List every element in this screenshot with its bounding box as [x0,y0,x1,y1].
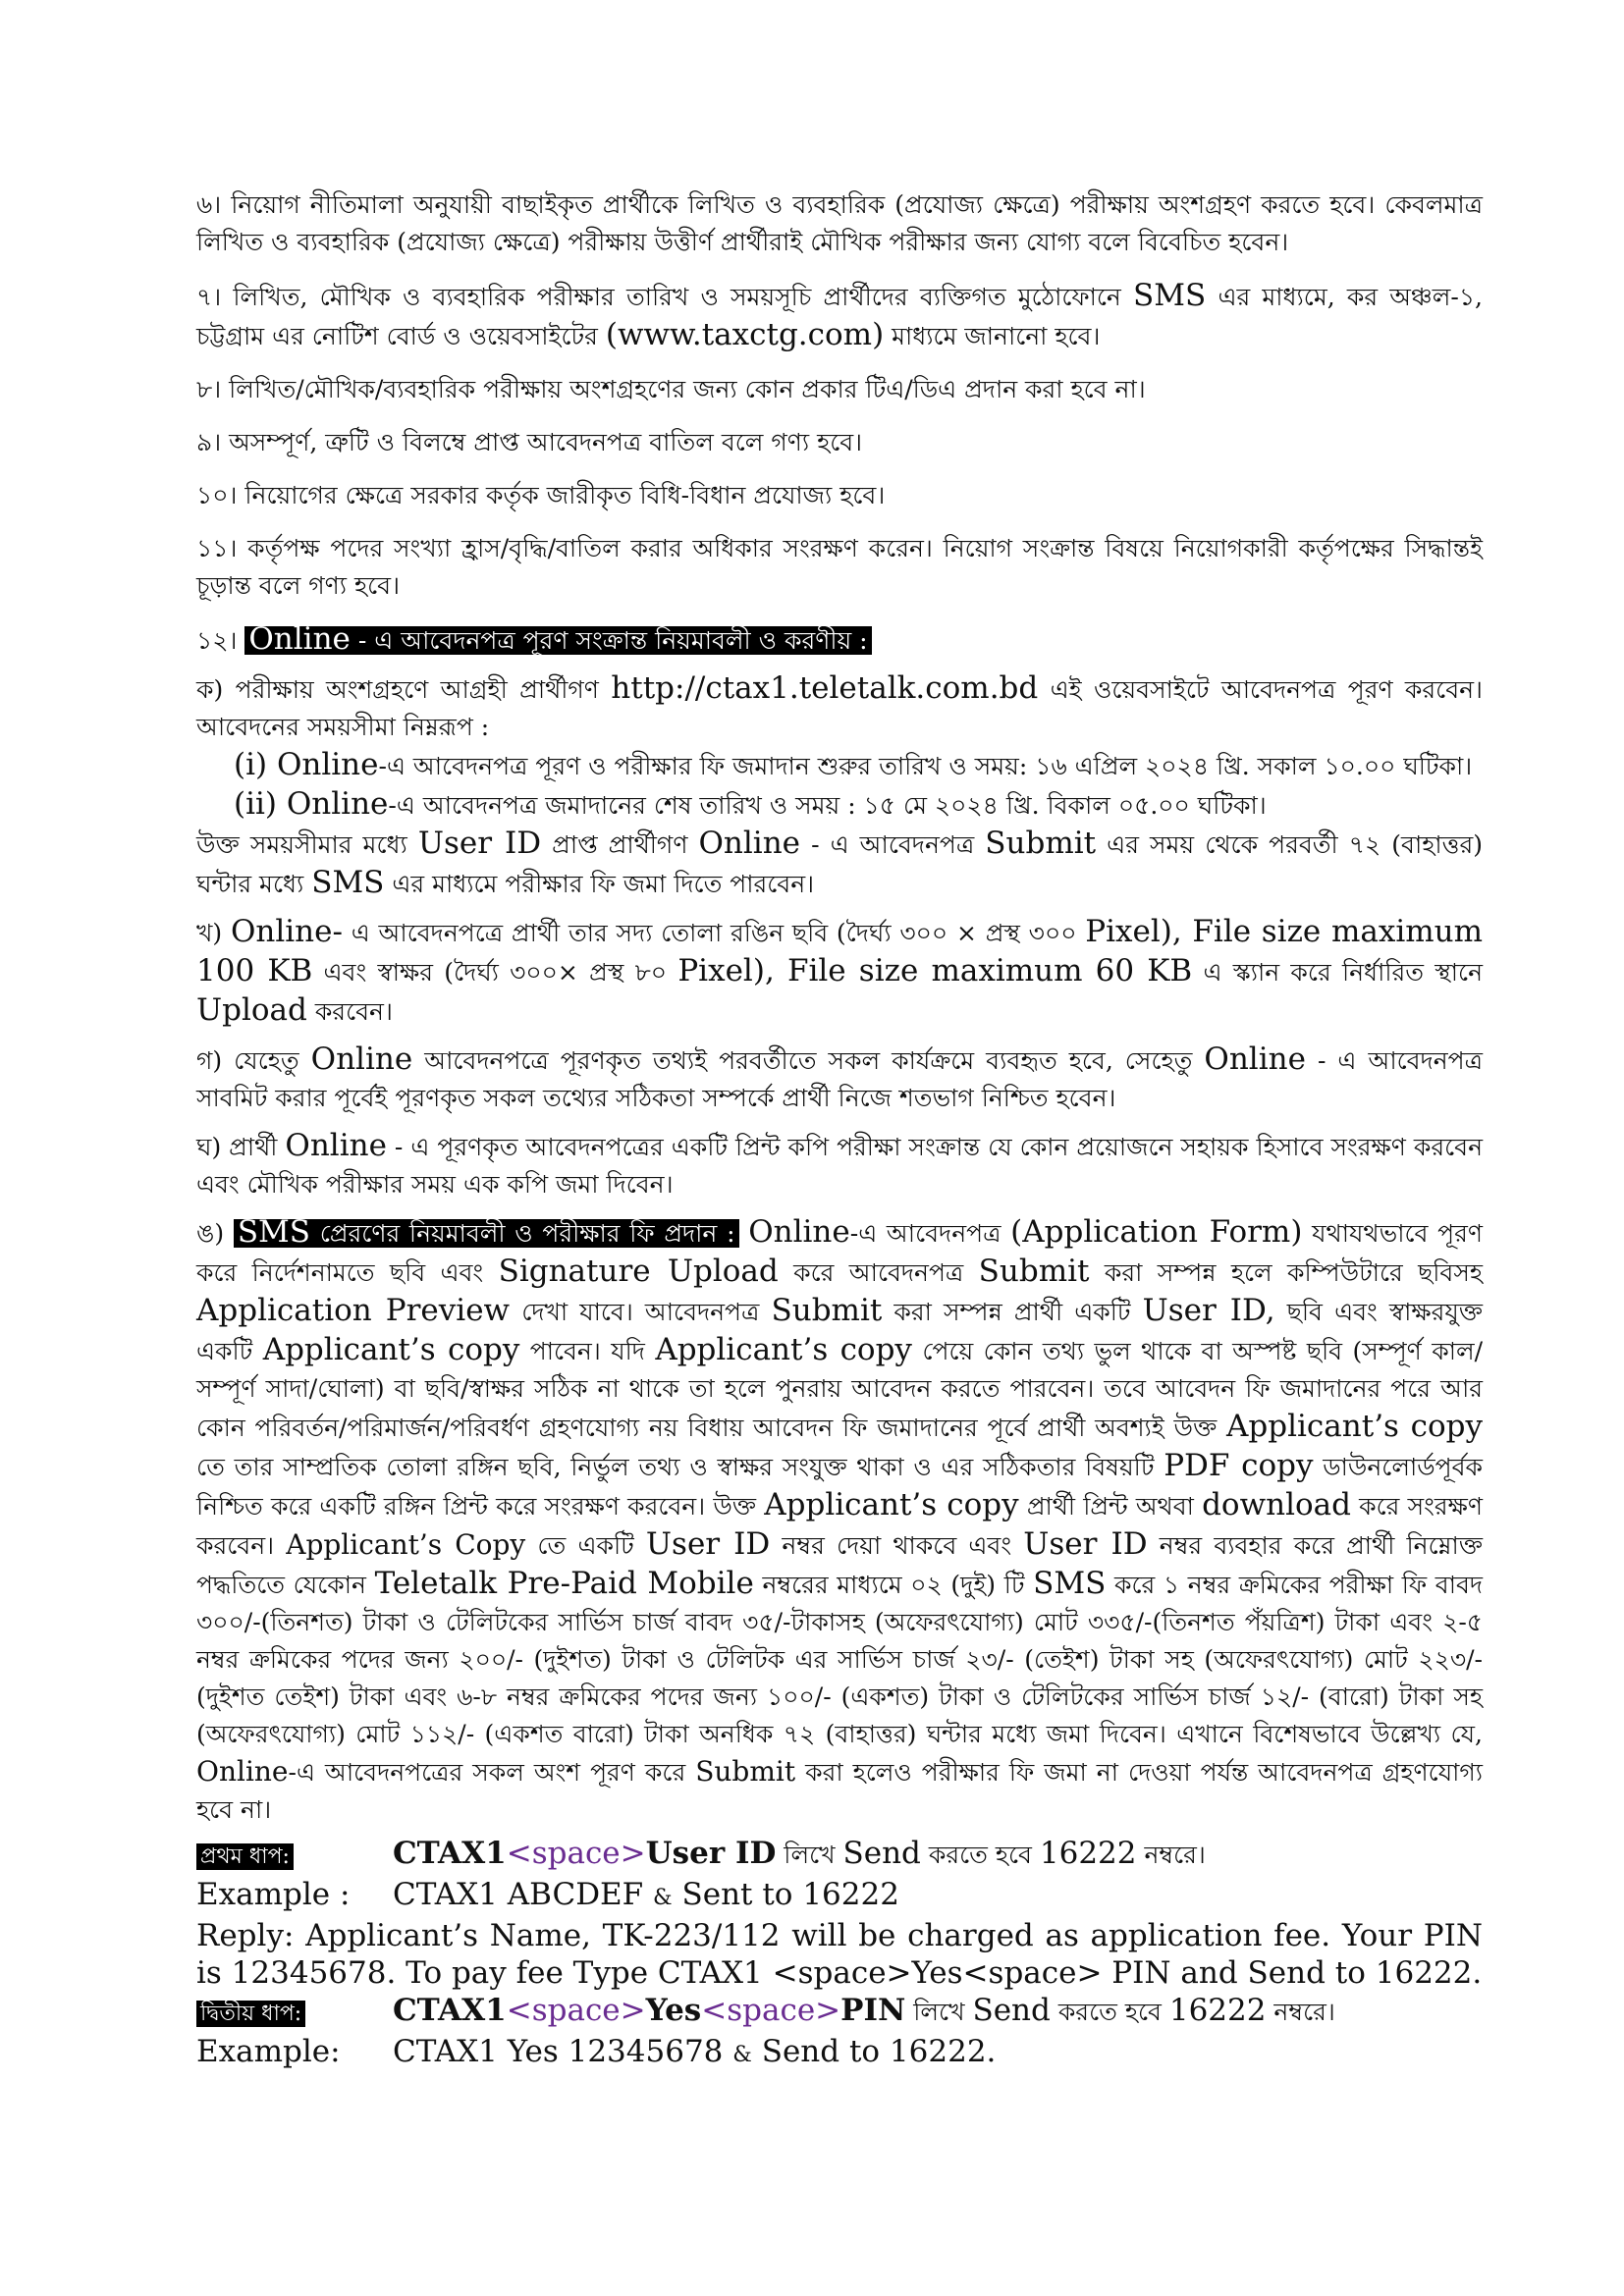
example-2-text [393,2033,996,2074]
userid-term: User ID [417,826,542,861]
online-term: Online [196,1755,289,1788]
step-text: লিখে [905,1998,973,2026]
example-command: Send to 16222. [751,2034,997,2069]
section-number: ১২। [196,626,245,655]
body-text: করে আবেদনপত্র [778,1258,979,1287]
body-text: দেখা যাবে। আবেদনপত্র [510,1298,772,1326]
example-1-text [393,1876,899,1917]
online-term: Online- [230,914,343,949]
section-number: ঙ) [196,1219,234,1248]
step-1 [196,1835,1483,1876]
send-term: Send [972,1993,1051,2028]
body-text: যথাযথভাবে পূরণ করে নির্দেশনামতে ছবি এবং [196,1219,1483,1287]
download-term: download [1202,1487,1351,1522]
section-kha-text: করবেন। [306,997,393,1026]
section-gha-text: - এ পূরণকৃত আবেদনপত্রের একটি প্রিন্ট কপি পরীক্ষা সংক্রান্ত যে কোন প্রয়োজনে সহায়ক হিসাবে সংরক্ষণ করবেন এবং মৌখিক পরীক্ষার সময় এক কপি জমা দিবেন। [196,1133,1483,1199]
note-text: - এ আবেদনপত্র [800,830,986,859]
body-text: ডাউনলোর্ডপূর্বক নিশ্চিত করে একটি রঙ্গিন প্রিন্ট করে সংরক্ষণ করবেন। উক্ত [196,1453,1483,1521]
step-text: করতে হবে [1050,1998,1169,2026]
applicants-copy-term: Applicant’s Copy [286,1528,526,1561]
submit-term: Submit [978,1254,1090,1289]
section-ka-text: এই ওয়েবসাইটে আবেদনপত্র পূরণ করবেন। আবেদনের সময়সীমা নিম্নরূপ : [196,675,1483,741]
command-keyword: CTAX1 [393,1836,507,1871]
space-placeholder: <space> [506,1836,646,1871]
send-term: Send [842,1836,921,1871]
section-ga [196,1041,1483,1117]
section-ga-text: - এ আবেদনপত্র সাবমিট করার পূর্বেই পূরণকৃত সকল তথ্যের সঠিকতা সম্পর্কে প্রার্থী নিজে শতভাগ নিশ্চিত হবেন। [196,1046,1483,1112]
example-command: CTAX1 ABCDEF [393,1877,654,1912]
example-2-label: Example: [196,2034,341,2069]
item-text: -এ আবেদনপত্র পূরণ ও পরীক্ষার ফি জমাদান শুরুর তারিখ ও সময়: ১৬ এপ্রিল ২০২৪ খ্রি. সকাল ১০.০০ ঘটিকা। [378,752,1473,780]
paragraph-7-text: এর মাধ্যমে, কর অঞ্চল-১, চট্টগ্রাম এর নোটিশ বোর্ড ও ওয়েবসাইটের [196,283,1484,350]
userid-term: User ID, [1142,1293,1275,1328]
body-text: তে তার সাম্প্রতিক তোলা রঙ্গিন ছবি, নির্ভুল তথ্য ও স্বাক্ষর সংযুক্ত থাকা ও এর সঠিকতার বিষয়টি [196,1453,1164,1481]
paragraph-12-heading [196,620,1483,660]
body-text: পেয়ে কোন তথ্য ভুল থাকে বা অস্পষ্ট ছবি (সম্পূর্ণ কাল/সম্পূর্ণ সাদা/ঘোলা) বা ছবি/স্বাক্ষর সঠিক না থাকে তা হলে পুনরায় আবেদন করতে পারবেন। তবে আবেদন ফি জমাদানের পরে আর কোন পরিবর্তন/পরিমার্জন/পরিবর্ধণ গ্রহণযোগ্য নয় বিধায় আবেদন ফি জমাদানের পূর্বে প্রার্থী অবশ্যই উক্ত [196,1337,1484,1442]
item-text: -এ আবেদনপত্র জমাদানের শেষ তারিখ ও সময় : ১৫ মে ২০২৪ খ্রি. বিকাল ০৫.০০ ঘটিকা। [388,791,1267,820]
deadline-item-end [196,785,1483,825]
pdf-copy-term: PDF copy [1164,1448,1314,1483]
space-placeholder: <space> [506,1993,646,2028]
sms-number: 16222 [1039,1836,1137,1871]
body-text: -এ আবেদনপত্র [849,1219,1011,1248]
online-term: Online [1204,1041,1306,1077]
userid-term: User ID [1023,1526,1148,1562]
body-text: ছবি এবং স্বাক্ষরযুক্ত একটি [196,1298,1484,1365]
paragraph-11: ১১। কর্তৃপক্ষ পদের সংখ্যা হ্রাস/বৃদ্ধি/বাতিল করার অধিকার সংরক্ষণ করেন। নিয়োগ সংক্রান্ত বিষয়ে নিয়োগকারী কর্তৃপক্ষের সিদ্ধান্তই চূড়ান্ত বলে গণ্য হবে। [196,534,1483,600]
example-command: CTAX1 Yes 12345678 [393,2034,733,2069]
paragraph-6: ৬। নিয়োগ নীতিমালা অনুযায়ী বাছাইকৃত প্রার্থীকে লিখিত ও ব্যবহারিক (প্রযোজ্য ক্ষেত্রে) পরীক্ষায় অংশগ্রহণ করতে হবে। কেবলমাত্র লিখিত ও ব্যবহারিক (প্রযোজ্য ক্ষেত্রে) পরীক্ষায় উত্তীর্ণ প্রার্থীরাই মৌখিক পরীক্ষার জন্য যোগ্য বলে বিবেচিত হবেন। [196,190,1483,256]
online-term: Online [310,1041,413,1077]
signature-size-spec: Pixel), File size maximum 60 KB [677,953,1193,988]
example-1 [196,1876,1483,1917]
section-ka [196,669,1483,746]
section-kha-text: এ স্ক্যান করে নির্ধারিত স্থানে [1192,958,1483,987]
item-number: (i) [234,747,277,782]
reply-message: Reply: Applicant’s Name, TK-223/112 will be charged as application fee. Your PIN is 12345678. To pay fee Type CTAX1 <space>Yes<space> PIN and Send to 16222. [196,1918,1483,1991]
yes-keyword: Yes [645,1993,702,2028]
online-term: Online [286,786,389,822]
applicants-copy-term: Applicant’s copy [655,1332,912,1367]
example-command: Sent to 16222 [672,1877,899,1912]
body-text: করা সম্পন্ন প্রার্থী একটি [882,1298,1143,1326]
section-ga-text: আবেদনপত্রে পূরণকৃত তথ্যই পরবর্তীতে সকল কার্যক্রমে ব্যবহৃত হবে, সেহেতু [412,1046,1205,1075]
body-text: করে ১ নম্বর ক্রমিকের পরীক্ষা ফি বাবদ ৩০০/-(তিনশত) টাকা ও টেলিটকের সার্ভিস চার্জ বাবদ ৩৫/-টাকাসহ (অফেরৎযোগ্য) মোট ৩৩৫/-(তিনশত পঁয়ত্রিশ) টাকা এবং ২-৫ নম্বর ক্রমিকের পদের জন্য ২০০/- (দুইশত) টাকা ও টেলিটক এর সার্ভিস চার্জ ২৩/- (তেইশ) টাকা সহ (অফেরৎযোগ্য) মোট ২২৩/- (দুইশত তেইশ) টাকা এবং ৬-৮ নম্বর ক্রমিকের পদের জন্য ১০০/- (একশত) টাকা ও টেলিটকের সার্ভিস চার্জ ১২/- (বারো) টাকা সহ (অফেরৎযোগ্য) মোট ১১২/- (একশত বারো) টাকা অনধিক ৭২ (বাহাত্তর) ঘন্টার মধ্যে জমা দিবেন। এখানে বিশেষভাবে উল্লেখ্য যে, [196,1571,1483,1748]
online-term: Online [276,747,379,782]
space-placeholder: <space> [701,1993,841,2028]
paragraph-7-text: মাধ্যমে জানানো হবে। [884,322,1101,350]
online-term: Online [698,826,801,861]
step-2-label-cell [196,1992,393,2033]
step-text: নম্বরে। [1266,1998,1335,2026]
step-2 [196,1992,1483,2033]
body-text: করা সম্পন্ন হলে কম্পিউটারে ছবিসহ [1089,1258,1483,1287]
paragraph-7 [196,277,1483,355]
applicants-copy-term: Applicant’s copy [764,1487,1019,1522]
body-text: করে সংরক্ষণ করবেন। [196,1492,1483,1560]
sms-heading-highlight [234,1214,739,1250]
signature-upload-term: Signature Upload [498,1254,779,1289]
paragraph-8: ৮। লিখিত/মৌখিক/ব্যবহারিক পরীক্ষায় অংশগ্রহণের জন্য কোন প্রকার টিএ/ডিএ প্রদান করা হবে না। [196,375,1146,403]
application-form-term: (Application Form) [1010,1214,1303,1250]
paragraph-9: ৯। অসম্পূর্ণ, ত্রুটি ও বিলম্বে প্রাপ্ত আবেদনপত্র বাতিল বলে গণ্য হবে। [196,428,863,456]
applicants-copy-term: Applicant’s copy [1226,1409,1483,1444]
section-ka-note [196,825,1483,903]
section-umo [196,1213,1483,1829]
upload-term: Upload [196,992,307,1028]
section-12-title: - এ আবেদনপত্র পূরণ সংক্রান্ত নিয়মাবলী ও করণীয় : [350,626,868,655]
step-1-command [393,1835,1206,1876]
paragraph-7-text: ৭। লিখিত, মৌখিক ও ব্যবহারিক পরীক্ষার তারিখ ও সময়সূচি প্রার্থীদের ব্যক্তিগত মুঠোফোনে [196,283,1134,311]
step-text: করতে হবে [920,1841,1040,1869]
section-ga-text: গ) যেহেতু [196,1046,311,1075]
section-gha-text: ঘ) প্রার্থী [196,1133,286,1161]
website-link[interactable]: (www.taxctg.com) [605,317,885,352]
deadline-item-start [196,746,1483,785]
note-text: প্রাপ্ত প্রার্থীগণ [541,830,699,859]
example-1-label: Example : [196,1877,351,1912]
note-text: এর সময় থেকে পরবর্তী ৭২ (বাহাত্তর) ঘন্টার মধ্যে [196,830,1483,898]
sms-term: SMS [1133,278,1207,313]
body-text [739,1219,749,1248]
sms-heading: প্রেরণের নিয়মাবলী ও পরীক্ষার ফি প্রদান : [310,1219,735,1248]
sms-number: 16222 [1168,1993,1267,2028]
body-text: নম্বর ব্যবহার করে প্রার্থী নিম্নোক্ত পদ্ধতিতে যেকোন [196,1531,1483,1599]
body-text: -এ আবেদনপত্রের সকল অংশ পূরণ করে [288,1758,696,1787]
command-keyword: CTAX1 [393,1993,507,2028]
section-12-highlight [244,621,871,657]
section-gha [196,1127,1483,1203]
section-kha-text: এবং স্বাক্ষর (দৈর্ঘ্য ৩০০× প্রস্থ ৮০ [312,958,678,987]
application-website-link[interactable]: http://ctax1.teletalk.com.bd [611,670,1039,706]
step-1-label: প্রথম ধাপ: [196,1843,294,1870]
submit-term: Submit [985,826,1097,861]
example-2 [196,2033,1483,2074]
item-number: (ii) [234,786,287,822]
step-text: নম্বরে। [1136,1841,1206,1869]
body-text: করা হলেও পরীক্ষার ফি জমা না দেওয়া পর্যন্ত আবেদনপত্র গ্রহণযোগ্য হবে না। [196,1758,1483,1824]
section-kha-text: এ আবেদনপত্রে প্রার্থী তার সদ্য তোলা রঙিন ছবি (দৈর্ঘ্য ৩০০ × প্রস্থ ৩০০ [342,919,1086,947]
online-term: Online [748,1214,850,1250]
submit-term: Submit [695,1755,796,1788]
body-text: পাবেন। যদি [519,1337,656,1365]
userid-placeholder: User ID [645,1836,777,1871]
online-term: Online [248,621,351,657]
sms-term: SMS [237,1214,311,1250]
step-2-command [393,1992,1335,2033]
sms-term: SMS [311,865,385,900]
submit-term: Submit [771,1293,883,1328]
photo-size-spec: Pixel), File size maximum 100 KB [196,914,1483,988]
document-page [196,187,1483,2074]
section-ka-text: ক) পরীক্ষায় অংশগ্রহণে আগ্রহী প্রার্থীগণ [196,675,612,704]
pin-placeholder: PIN [840,1993,906,2028]
ampersand: & [732,2043,752,2067]
body-text: নম্বরের মাধ্যমে ০২ (দুই) টি [753,1571,1034,1599]
applicants-copy-term: Applicant’s copy [262,1332,520,1367]
paragraph-10: ১০। নিয়োগের ক্ষেত্রে সরকার কর্তৃক জারীকৃত বিধি-বিধান প্রযোজ্য হবে। [196,481,886,509]
section-kha [196,913,1483,1031]
teletalk-term: Teletalk Pre-Paid Mobile [374,1566,754,1601]
ampersand: & [653,1886,673,1910]
note-text: উক্ত সময়সীমার মধ্যে [196,830,418,859]
step-1-label-cell [196,1835,393,1876]
sms-term: SMS [1033,1566,1107,1601]
step-2-label: দ্বিতীয় ধাপ: [196,2001,305,2027]
section-kha-text: খ) [196,919,231,947]
step-text: লিখে [776,1841,843,1869]
body-text: তে একটি [525,1531,646,1560]
body-text: নম্বর দেয়া থাকবে এবং [770,1531,1024,1560]
userid-term: User ID [645,1526,771,1562]
body-text: প্রার্থী প্রিন্ট অথবা [1018,1492,1203,1521]
note-text: এর মাধ্যমে পরীক্ষার ফি জমা দিতে পারবেন। [384,870,815,898]
application-preview-term: Application Preview [196,1293,511,1328]
online-term: Online [285,1128,387,1163]
